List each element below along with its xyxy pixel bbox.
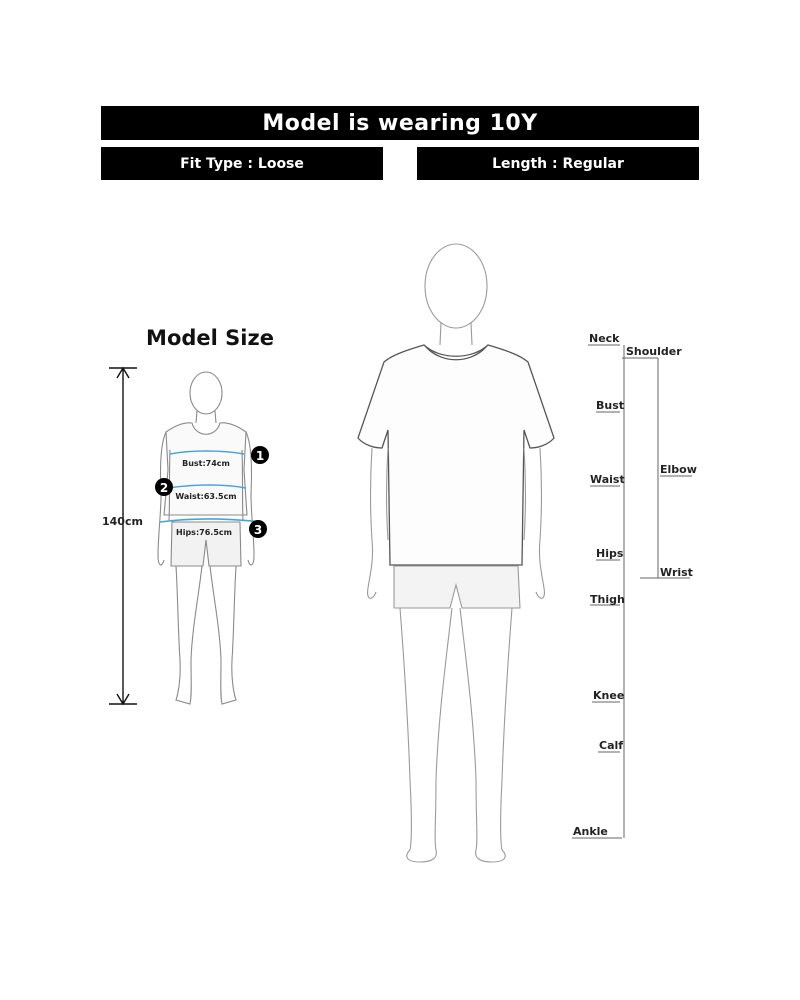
label-wrist: Wrist	[660, 566, 693, 579]
label-elbow: Elbow	[660, 463, 697, 476]
label-knee: Knee	[593, 689, 625, 702]
svg-text:2: 2	[159, 481, 169, 495]
body-point-guides	[572, 345, 692, 838]
height-ruler	[109, 368, 137, 704]
label-neck: Neck	[589, 332, 620, 345]
label-bust: Bust	[596, 399, 625, 412]
height-label: 140cm	[102, 515, 143, 528]
badge-3	[249, 520, 267, 538]
title-text: Model is wearing 10Y	[262, 110, 538, 136]
label-shoulder: Shoulder	[626, 345, 682, 358]
badge-1	[251, 446, 269, 464]
large-model-figure	[358, 244, 554, 862]
label-waist: Waist	[590, 473, 625, 486]
label-hips: Hips	[596, 547, 624, 560]
label-thigh: Thigh	[590, 593, 625, 606]
fit-type-text: Fit Type : Loose	[180, 155, 304, 172]
model-size-title: Model Size	[146, 326, 274, 350]
svg-text:1: 1	[255, 449, 265, 463]
label-ankle: Ankle	[573, 825, 608, 838]
label-calf: Calf	[599, 739, 624, 752]
body-point-labels	[573, 332, 697, 838]
length-text: Length : Regular	[492, 155, 624, 172]
svg-text:3: 3	[253, 523, 263, 537]
badge-2	[155, 478, 173, 496]
bust-label: Bust:74cm	[182, 459, 230, 468]
waist-label: Waist:63.5cm	[175, 492, 237, 501]
hips-label: Hips:76.5cm	[176, 528, 232, 537]
